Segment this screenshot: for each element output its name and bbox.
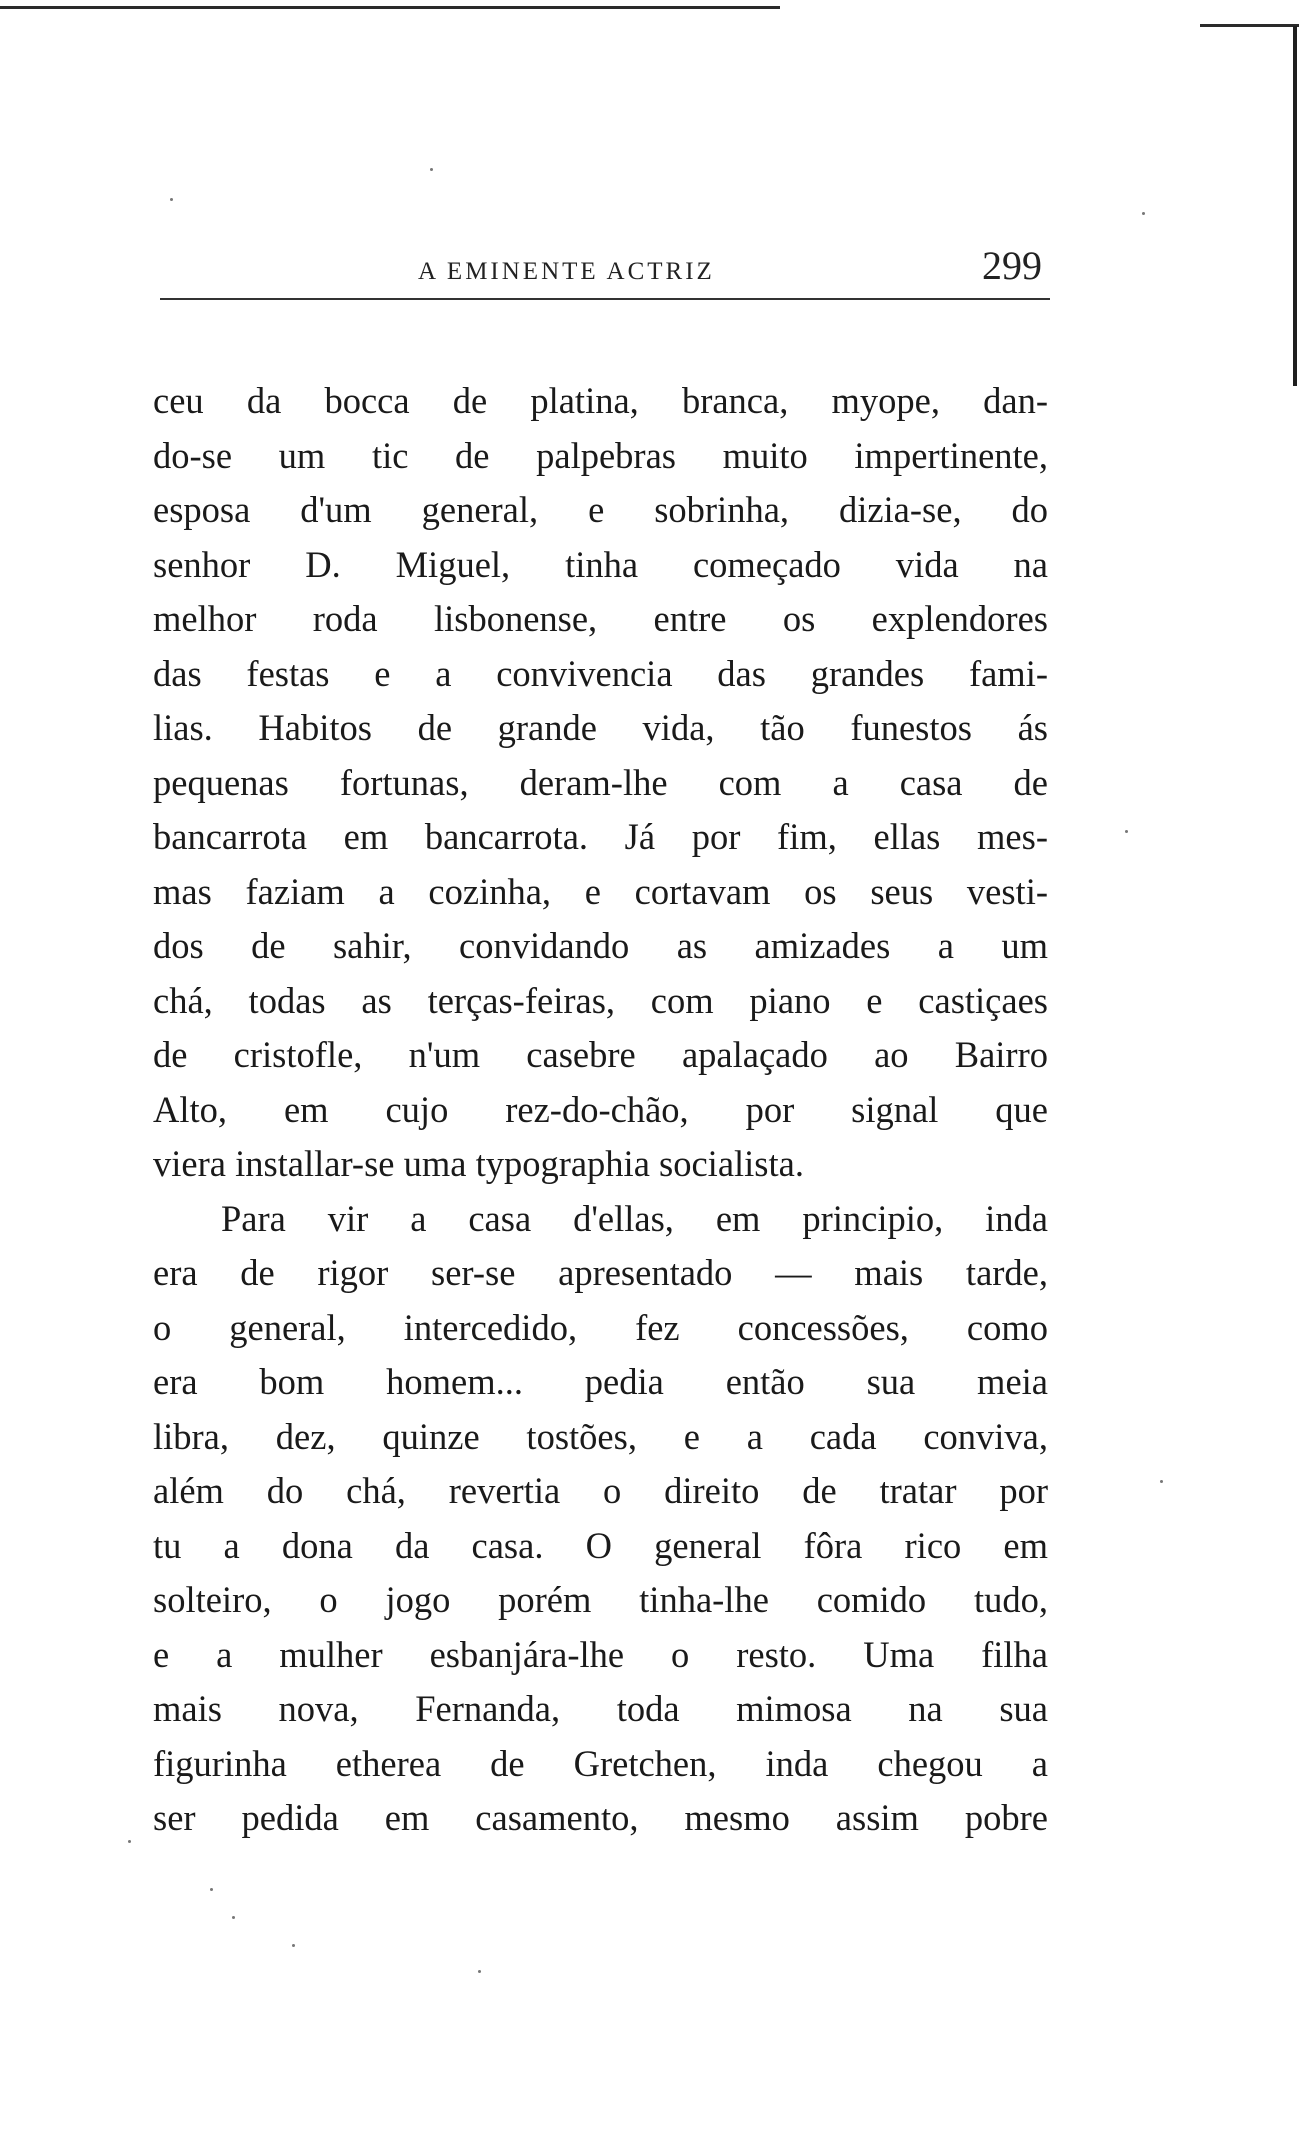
page-header	[160, 236, 1050, 296]
paper-speck	[1125, 830, 1128, 833]
paper-speck	[210, 1888, 213, 1891]
text-line: libra, dez, quinze tostões, e a cada conviva,	[153, 1415, 1048, 1457]
text-line: viera installar-se uma typographia socialista.	[153, 1143, 804, 1184]
paper-speck	[128, 1840, 131, 1843]
text-line: das festas e a convivencia das grandes fami-	[153, 652, 1048, 694]
text-line: dos de sahir, convidando as amizades a um	[153, 925, 1048, 966]
paper-speck	[170, 198, 173, 201]
text-line: figurinha etherea de Gretchen, inda chegou a	[153, 1742, 1048, 1784]
text-line: além do chá, revertia o direito de tratar por	[153, 1470, 1048, 1511]
text-line: chá, todas as terças-feiras, com piano e castiçaes	[153, 979, 1048, 1021]
text-line: esposa d'um general, e sobrinha, dizia-se, do	[153, 489, 1048, 530]
text-line: era bom homem... pedia então sua meia	[153, 1361, 1048, 1402]
text-line: solteiro, o jogo porém tinha-lhe comido tudo,	[153, 1579, 1048, 1620]
paper-speck	[430, 168, 433, 171]
paper-speck	[1142, 212, 1145, 215]
body-text	[153, 374, 1048, 1846]
text-line: ser pedida em casamento, mesmo assim pobre	[153, 1797, 1048, 1838]
text-line: ceu da bocca de platina, branca, myope, dan-	[153, 380, 1048, 421]
text-line: tu a dona da casa. O general fôra rico em	[153, 1524, 1048, 1566]
paper-speck	[478, 1970, 481, 1973]
text-line: era de rigor ser-se apresentado — mais tarde,	[153, 1252, 1048, 1293]
running-title: A EMINENTE ACTRIZ	[418, 258, 715, 285]
text-line: mas faziam a cozinha, e cortavam os seus vesti-	[153, 870, 1048, 912]
text-line: senhor D. Miguel, tinha começado vida na	[153, 543, 1048, 585]
text-line: melhor roda lisbonense, entre os explendores	[153, 598, 1048, 639]
text-line: e a mulher esbanjára-lhe o resto. Uma filha	[153, 1633, 1048, 1675]
paragraph-first-line: Para vir a casa d'ellas, em principio, inda	[221, 1197, 1048, 1239]
text-line: o general, intercedido, fez concessões, como	[153, 1306, 1048, 1348]
text-line: Alto, em cujo rez-do-chão, por signal que	[153, 1088, 1048, 1130]
paper-speck	[292, 1944, 295, 1947]
paper-speck	[1160, 1480, 1163, 1483]
text-line: do-se um tic de palpebras muito impertinente,	[153, 434, 1048, 476]
header-rule	[160, 298, 1050, 300]
text-line: de cristofle, n'um casebre apalaçado ao Bairro	[153, 1034, 1048, 1075]
top-scan-rule	[0, 6, 780, 9]
text-line: lias. Habitos de grande vida, tão funestos ás	[153, 707, 1048, 748]
text-line: mais nova, Fernanda, toda mimosa na sua	[153, 1688, 1048, 1729]
text-line: bancarrota em bancarrota. Já por fim, ellas mes-	[153, 816, 1048, 857]
page-number: 299	[982, 243, 1042, 288]
paper-speck	[232, 1916, 235, 1919]
text-line: pequenas fortunas, deram-lhe com a casa de	[153, 761, 1048, 803]
page-edge-shadow	[1293, 26, 1297, 386]
top-right-scan-rule	[1200, 24, 1299, 27]
